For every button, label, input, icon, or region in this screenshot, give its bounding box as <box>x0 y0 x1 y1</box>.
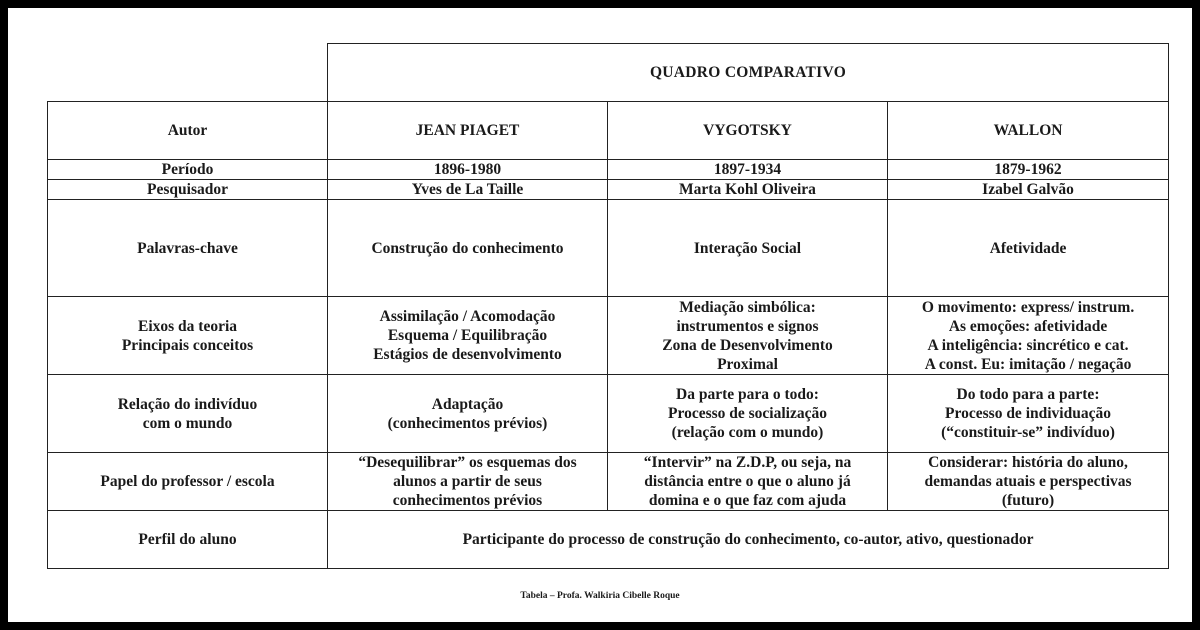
table-caption: Tabela – Profa. Walkiria Cibelle Roque <box>520 591 680 601</box>
cell-line: Palavras-chave <box>137 239 238 257</box>
table-row-periodo <box>48 160 1169 180</box>
table-cell <box>608 200 888 297</box>
cell-line: (“constituir-se” indivíduo) <box>941 424 1115 441</box>
cell-line: A const. Eu: imitação / negação <box>924 355 1132 373</box>
cell-line: 1896-1980 <box>433 161 502 178</box>
table-cell <box>328 297 608 375</box>
cell-line: conhecimentos prévios <box>392 492 543 509</box>
cell-line: Esquema / Equilibração <box>387 327 548 344</box>
cell-line: Mediação simbólica: <box>679 298 816 316</box>
author-label: Autor <box>48 102 328 160</box>
cell-line: demandas atuais e perspectivas <box>924 473 1132 490</box>
cell-line: As emoções: afetividade <box>948 317 1108 335</box>
table-cell <box>888 160 1169 180</box>
cell-line: Considerar: história do aluno, <box>928 454 1128 471</box>
author-piaget: JEAN PIAGET <box>328 102 608 160</box>
row-label: Perfil do aluno <box>48 511 328 569</box>
cell-line: alunos a partir de seus <box>393 473 542 490</box>
table-cell <box>608 375 888 453</box>
row-label <box>48 180 328 200</box>
table-cell <box>888 180 1169 200</box>
table-cell <box>608 160 888 180</box>
cell-line: A inteligência: sincrético e cat. <box>927 336 1129 354</box>
table-cell <box>608 180 888 200</box>
page <box>8 8 1192 622</box>
cell-line: Yves de La Taille <box>411 181 524 198</box>
table-row-relacao-individuo <box>48 375 1169 453</box>
table-cell <box>328 453 608 511</box>
cell-line: com o mundo <box>142 414 233 432</box>
author-row <box>48 102 1169 160</box>
cell-line: “Desequilibrar” os esquemas dos <box>358 454 577 471</box>
cell-line: (relação com o mundo) <box>671 424 824 441</box>
cell-line: Interação Social <box>693 239 802 257</box>
cell-line: Zona de Desenvolvimento <box>662 336 833 354</box>
cell-line: Pesquisador <box>147 181 228 198</box>
cell-line: Papel do professor / escola <box>100 473 275 490</box>
row-label <box>48 375 328 453</box>
table-cell <box>328 375 608 453</box>
cell-line: (futuro) <box>1001 492 1055 509</box>
cell-line: distância entre o que o aluno já <box>644 473 851 490</box>
cell-line: 1879-1962 <box>994 161 1062 178</box>
table-row-palavras-chave <box>48 200 1169 297</box>
table-row-pesquisador <box>48 180 1169 200</box>
table-row-eixos-da-teoria <box>48 297 1169 375</box>
cell-line: Processo de socialização <box>668 405 827 422</box>
cell-line: instrumentos e signos <box>676 317 819 335</box>
author-wallon: WALLON <box>888 102 1169 160</box>
cell-line: Proximal <box>717 355 778 373</box>
profile-value: Participante do processo de construção do conhecimento, co-autor, ativo, questionador <box>328 511 1169 569</box>
cell-line: Adaptação <box>431 395 504 413</box>
cell-line: Eixos da teoria <box>137 317 238 335</box>
cell-line: Izabel Galvão <box>982 181 1074 198</box>
cell-line: Período <box>161 161 214 178</box>
cell-line: Afetividade <box>989 239 1067 257</box>
table-cell <box>888 200 1169 297</box>
comparison-table <box>47 43 1169 569</box>
table-row-perfil-aluno <box>48 511 1169 569</box>
cell-line: “Intervir” na Z.D.P, ou seja, na <box>643 454 852 471</box>
cell-line: Da parte para o todo: <box>676 386 819 403</box>
table-cell <box>328 160 608 180</box>
table-cell <box>328 200 608 297</box>
cell-line: domina e o que faz com ajuda <box>648 492 847 509</box>
cell-line: Principais conceitos <box>121 336 254 354</box>
table-cell <box>888 453 1169 511</box>
table-cell <box>608 453 888 511</box>
table-title: QUADRO COMPARATIVO <box>328 44 1169 102</box>
cell-line: Assimilação / Acomodação <box>379 308 556 325</box>
table-cell <box>608 297 888 375</box>
cell-line: Construção do conhecimento <box>371 239 564 257</box>
row-label <box>48 297 328 375</box>
row-label <box>48 453 328 511</box>
table-cell <box>328 180 608 200</box>
cell-line: O movimento: express/ instrum. <box>921 298 1135 316</box>
cell-line: 1897-1934 <box>713 161 782 178</box>
cell-line: Estágios de desenvolvimento <box>373 346 562 363</box>
cell-line: Do todo para a parte: <box>956 386 1100 403</box>
cell-line: Relação do indivíduo <box>117 395 258 413</box>
cell-line: Processo de individuação <box>945 405 1111 422</box>
table-row-papel-professor <box>48 453 1169 511</box>
table-cell <box>888 297 1169 375</box>
blank-corner-cell <box>48 44 328 102</box>
cell-line: (conhecimentos prévios) <box>387 414 548 432</box>
cell-line: Marta Kohl Oliveira <box>679 181 816 198</box>
row-label <box>48 160 328 180</box>
row-label <box>48 200 328 297</box>
author-vygotsky: VYGOTSKY <box>608 102 888 160</box>
table-cell <box>888 375 1169 453</box>
